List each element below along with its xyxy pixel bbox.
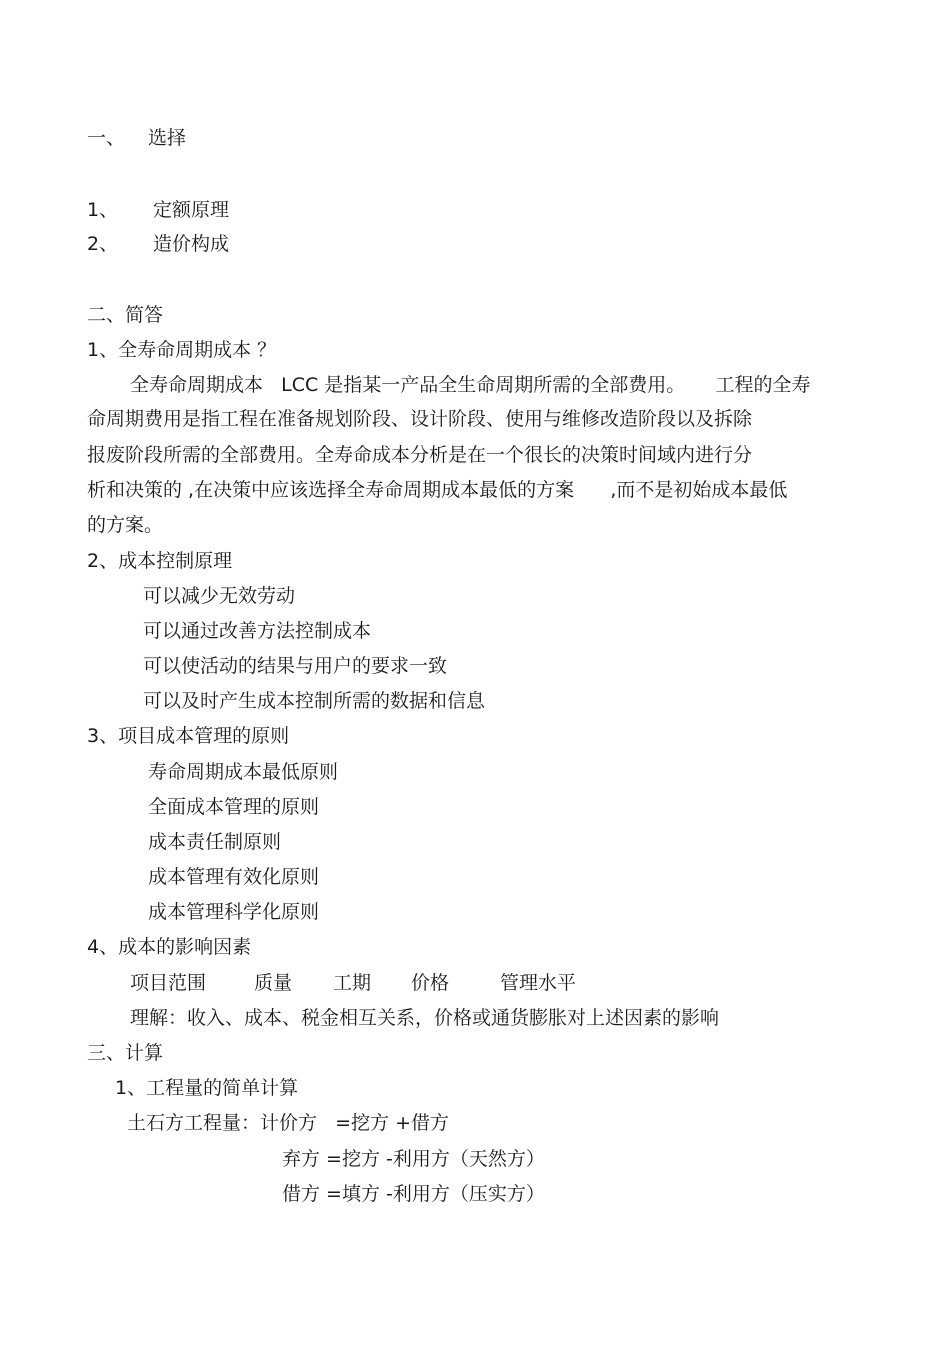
factor-item: 管理水平	[500, 972, 577, 994]
factor-item: 项目范围	[130, 972, 207, 994]
question-title: 1、全寿命周期成本 ？	[87, 339, 277, 361]
list-item: 可以使活动的结果与用户的要求一致	[143, 655, 448, 677]
list-item: 成本管理有效化原则	[148, 866, 320, 888]
paragraph-line: 的方案。	[87, 514, 164, 536]
formula-line: 土石方工程量：计价方 =挖方 +借方	[127, 1112, 449, 1134]
factor-item: 价格	[411, 972, 450, 994]
list-item: 成本责任制原则	[148, 831, 282, 853]
question-title: 3、项目成本管理的原则	[87, 725, 290, 747]
list-item: 成本管理科学化原则	[148, 901, 320, 923]
formula-line: 弃方 =挖方 -利用方（天然方）	[282, 1148, 545, 1170]
formula-line: 借方 =填方 -利用方（压实方）	[282, 1183, 545, 1205]
question-title: 4、成本的影响因素	[87, 936, 252, 958]
section1-item: 定额原理	[153, 199, 230, 221]
paragraph-line: 命周期费用是指工程在准备规划阶段、设计阶段、使用与维修改造阶段以及拆除	[87, 408, 753, 430]
question-title: 2、成本控制原理	[87, 550, 233, 572]
list-item: 寿命周期成本最低原则	[148, 761, 339, 783]
list-item: 可以减少无效劳动	[143, 585, 296, 607]
paragraph-line: 全寿命周期成本 LCC 是指某一产品全生命周期所需的全部费用。 工程的全寿	[130, 374, 811, 396]
section1-item-number: 2、	[87, 233, 119, 255]
factor-item: 工期	[333, 972, 372, 994]
list-item: 可以通过改善方法控制成本	[143, 620, 372, 642]
section1-heading-number: 一、	[87, 127, 126, 149]
section1-item-number: 1、	[87, 199, 119, 221]
subsection-title: 1、工程量的简单计算	[115, 1077, 299, 1099]
factor-item: 质量	[254, 972, 293, 994]
section3-heading: 三、计算	[87, 1042, 164, 1064]
section1-item: 造价构成	[153, 233, 230, 255]
list-item: 可以及时产生成本控制所需的数据和信息	[143, 690, 486, 712]
paragraph-line: 析和决策的 ,在决策中应该选择全寿命周期成本最低的方案 ,而不是初始成本最低	[87, 479, 788, 501]
paragraph-line: 报废阶段所需的全部费用。全寿命成本分析是在一个很长的决策时间域内进行分	[87, 444, 753, 466]
section1-heading: 选择	[148, 127, 187, 149]
section2-heading: 二、简答	[87, 304, 164, 326]
list-item: 全面成本管理的原则	[148, 796, 320, 818]
understanding-text: 理解：收入、成本、税金相互关系，价格或通货膨胀对上述因素的影响	[130, 1007, 720, 1029]
